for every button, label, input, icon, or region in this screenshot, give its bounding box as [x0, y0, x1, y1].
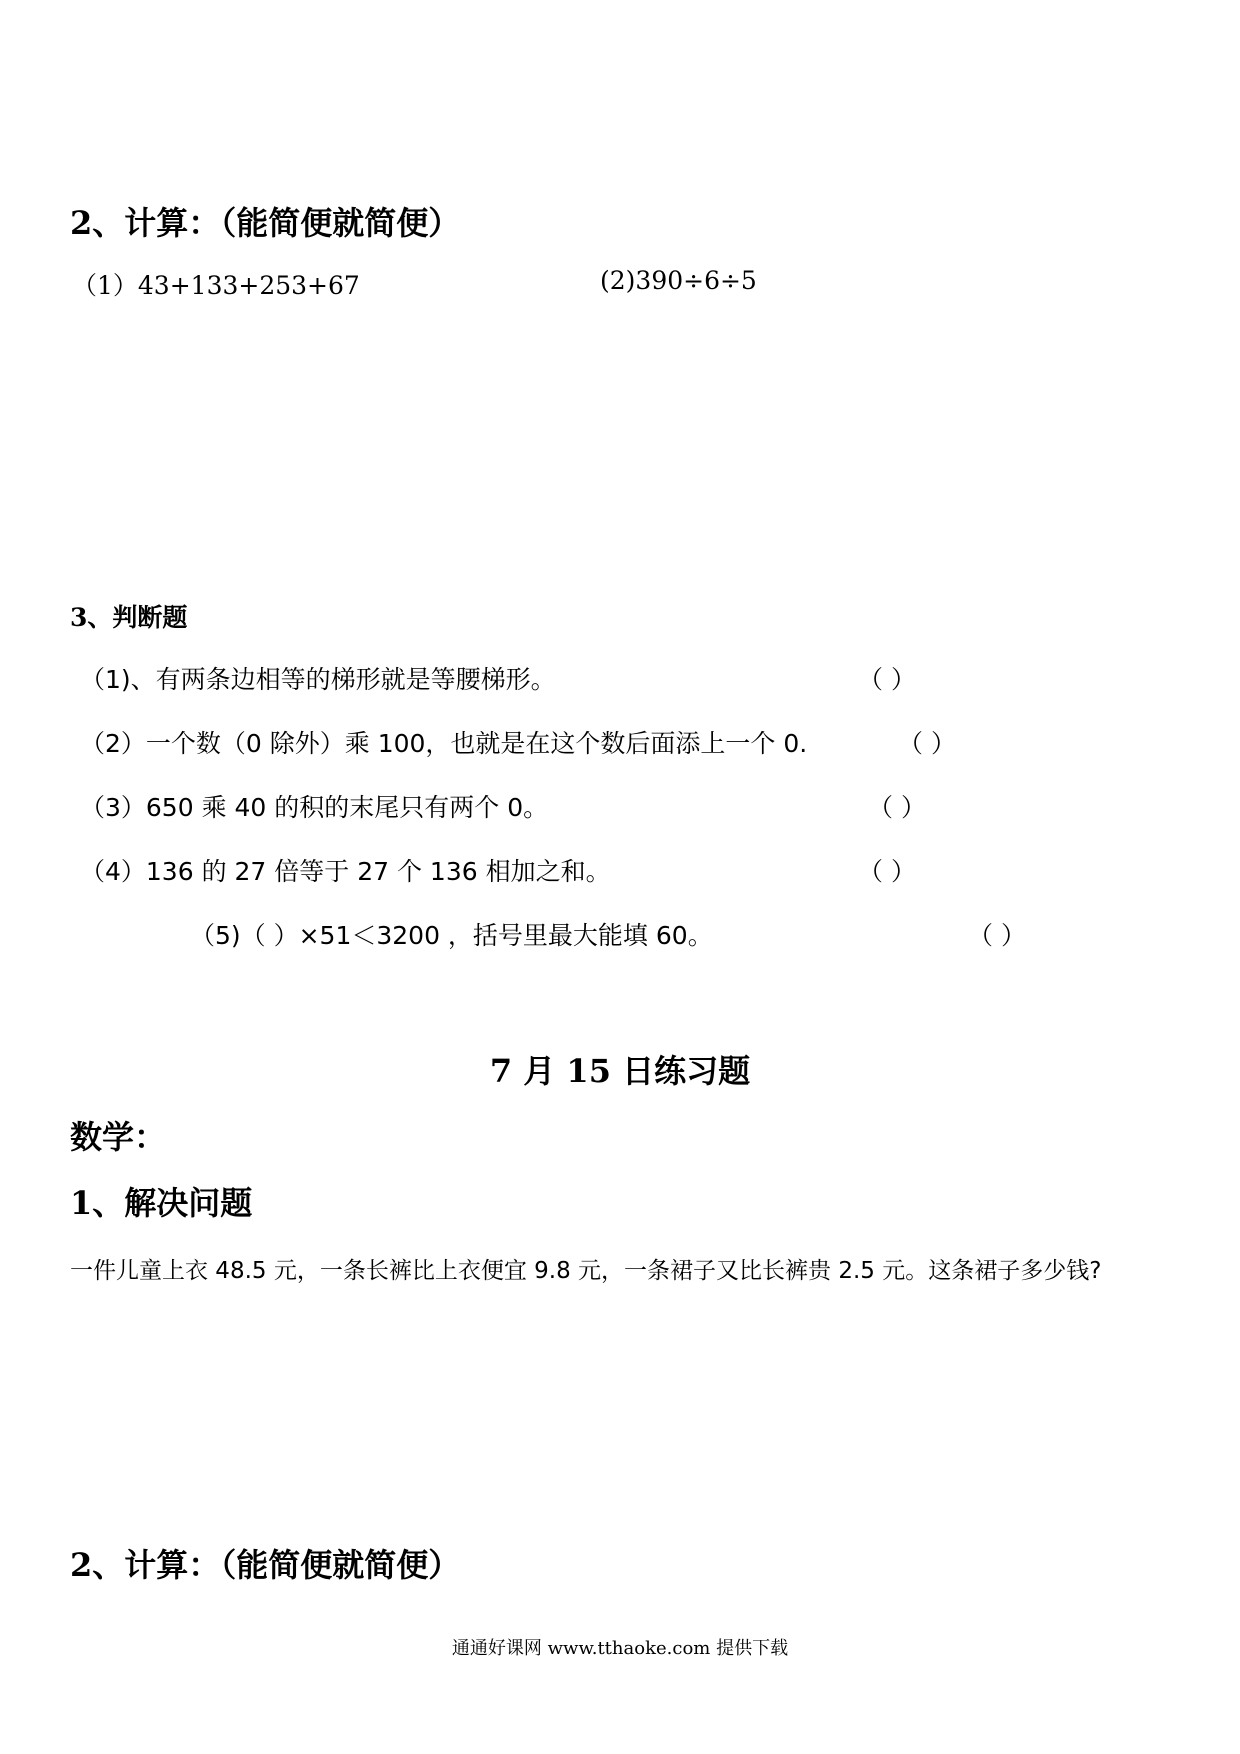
judge-item-2-text: （2）一个数（0 除外）乘 100，也就是在这个数后面添上一个 0.	[80, 729, 808, 758]
calc-heading-2: 2、计算：（能简便就简便）	[70, 1546, 461, 1584]
judge-item-1-text: （1)、有两条边相等的梯形就是等腰梯形。	[80, 665, 556, 694]
judge-item-2-answer-blank[interactable]: （ ）	[898, 729, 956, 758]
judge-item-3-text: （3）650 乘 40 的积的末尾只有两个 0。	[80, 793, 549, 822]
footer-text: 通通好课网 www.tthaoke.com 提供下载	[451, 1638, 789, 1659]
calc-item-2: (2)390÷6÷5	[600, 266, 757, 295]
judge-item-5-text: （5)（ ）×51＜3200 ，括号里最大能填 60。	[190, 921, 713, 950]
problem-text: 一件儿童上衣 48.5 元，一条长裤比上衣便宜 9.8 元，一条裙子又比长裤贵 2.5 元。这条裙子多少钱?	[70, 1258, 1102, 1284]
subject-label: 数学：	[70, 1118, 167, 1156]
problem-heading: 1、解决问题	[70, 1184, 253, 1222]
judge-item-3-answer-blank[interactable]: （ ）	[868, 793, 926, 822]
judge-item-5-answer-blank[interactable]: （ ）	[968, 921, 1026, 950]
judge-item-4-answer-blank[interactable]: （ ）	[858, 857, 916, 886]
judge-item-1-answer-blank[interactable]: （ ）	[858, 665, 916, 694]
exercise-title: 7 月 15 日练习题	[489, 1052, 751, 1090]
calc-item-1: （1）43+133+253+67	[72, 271, 360, 300]
calc-heading: 2、计算：（能简便就简便）	[70, 204, 461, 242]
judge-item-4-text: （4）136 的 27 倍等于 27 个 136 相加之和。	[80, 857, 611, 886]
judge-heading: 3、判断题	[70, 603, 188, 632]
